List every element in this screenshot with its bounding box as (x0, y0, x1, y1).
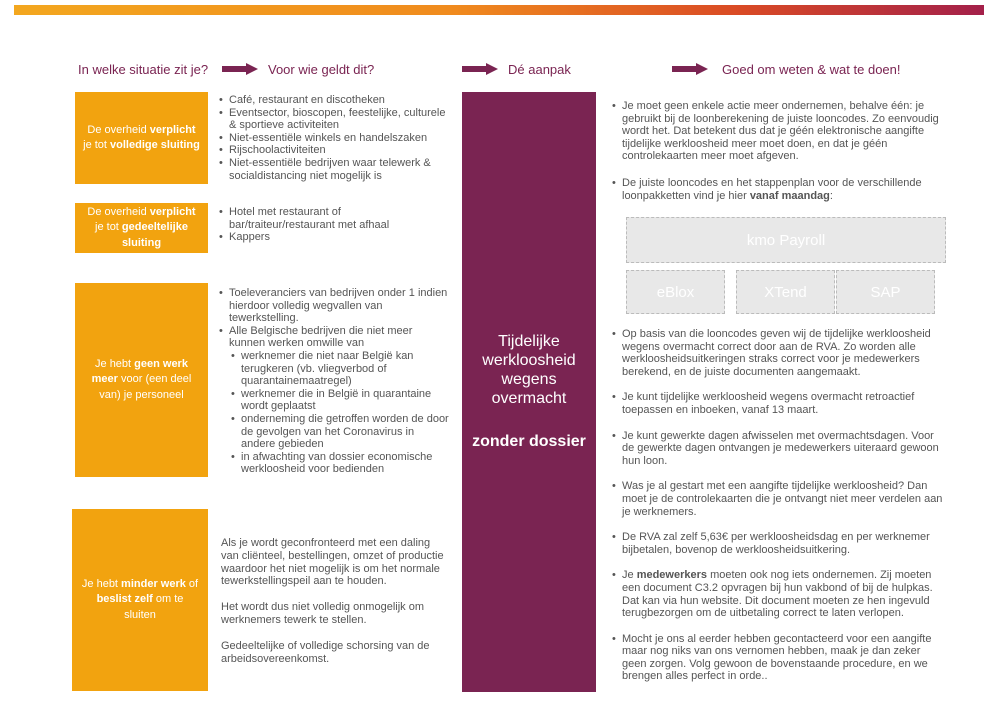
arrow-right-icon (462, 63, 498, 75)
tip-item: • Mocht je ons al eerder hebben gecontacteerd voor een aangifte maar nog niks van ons vernomen hebben, maak je dan zeker geen zorgen. Volg gewoon de bovenstaande procedure, en we brengen alles perfect in orde.. (622, 633, 947, 683)
list-item: • Niet-essentiële winkels en handelszaken (229, 132, 449, 145)
header-situation: In welke situatie zit je? (78, 62, 209, 77)
situation-box-partial-closure: De overheid verplicht je tot gedeeltelijke sluiting (75, 203, 208, 253)
tip-item: • Je kunt tijdelijke werkloosheid wegens overmacht retroactief toepassen en inboeken, vanaf 13 maart. (622, 391, 947, 416)
tips-column-lower (612, 328, 947, 683)
list-item: • onderneming die getroffen worden de door de gevolgen van het Coronavirus in andere gebieden (241, 413, 449, 451)
list-item: • Café, restaurant en discotheken (229, 94, 449, 107)
list-item: • werknemer die niet naar België kan terugkeren (vb. vliegverbod of quarantainemaatregel) (241, 350, 449, 388)
situation-box-no-work: Je hebt geen werk meer voor (een deel van) je personeel (75, 283, 208, 477)
list-item: • Toeleveranciers van bedrijven onder 1 indien hierdoor volledig wegvallen van tewerkstelling. (229, 287, 449, 325)
payroll-box-kmo[interactable]: kmo Payroll (626, 217, 946, 263)
tip-item: • De RVA zal zelf 5,63€ per werkloosheidsdag en per werknemer bijbetalen, bovenop de werkloosheidsuitkering. (622, 531, 947, 556)
paragraph: Als je wordt geconfronteerd met een daling van cliënteel, bestellingen, omzet of productie waardoor het niet mogelijk is om het normale tewerkstellingspeil aan te houden. (221, 537, 444, 588)
list-item: • werknemer die in België in quarantaine wordt geplaatst (241, 388, 449, 413)
approach-title: Tijdelijke werkloosheid wegens overmacht (482, 333, 576, 407)
header-approach: Dé aanpak (508, 62, 571, 77)
arrow-right-icon (672, 63, 708, 75)
approach-subtitle: zonder dossier (472, 433, 586, 450)
tip-item: • Je kunt gewerkte dagen afwisselen met overmachtsdagen. Voor de gewerkte dagen ontvangen je medewerkers uiteraard gewoon hun loon. (622, 430, 947, 468)
situation-box-full-closure: De overheid verplicht je tot volledige sluiting (75, 92, 208, 184)
list-item: • Alle Belgische bedrijven die niet meer kunnen werken omwille van (229, 325, 449, 350)
payroll-box-sap[interactable]: SAP (836, 270, 935, 314)
payroll-box-eblox[interactable]: eBlox (626, 270, 725, 314)
tip-item: • Was je al gestart met een aangifte tijdelijke werkloosheid? Dan moet je de controlekaarten die je ontvangt niet meer verdelen aan je werknemers. (622, 480, 947, 518)
list-item: • Hotel met restaurant of bar/traiteur/restaurant met afhaal (229, 206, 449, 231)
header-good-to-know: Goed om weten & wat te doen! (722, 62, 901, 77)
who-list-2 (219, 206, 449, 244)
who-block-4 (221, 537, 449, 678)
arrow-right-icon (222, 63, 258, 75)
list-item: • in afwachting van dossier economische werkloosheid voor bedienden (241, 451, 449, 476)
header-for-whom: Voor wie geldt dit? (268, 62, 375, 77)
paragraph: Gedeeltelijke of volledige schorsing van de arbeidsovereenkomst. (221, 639, 430, 665)
payroll-box-xtend[interactable]: XTend (736, 270, 835, 314)
paragraph: Het wordt dus niet volledig onmogelijk om werknemers tewerk te stellen. (221, 601, 424, 626)
list-item: • Niet-essentiële bedrijven waar telewerk & socialdistancing niet mogelijk is (229, 157, 449, 182)
approach-panel (462, 92, 596, 692)
tips-column (612, 100, 947, 202)
list-item: • Eventsector, bioscopen, feestelijke, culturele & sportieve activiteiten (229, 107, 449, 132)
tip-item: • Je moet geen enkele actie meer ondernemen, behalve één: je gebruikt bij de loonberekening de juiste looncodes. Zo eenvoudig wordt het. Dat betekent dus dat je géén elektronische aangifte tijdelijke werkloosheid meer moet doen, en dat je géén controlekaarten meer moet afgeven. (622, 100, 947, 163)
who-list-3 (219, 287, 449, 476)
list-item: • Kappers (229, 231, 449, 244)
situation-box-less-work: Je hebt minder werk of beslist zelf om te sluiten (72, 509, 208, 691)
list-item: • Rijschoolactiviteiten (229, 144, 449, 157)
tip-item: • De juiste looncodes en het stappenplan voor de verschillende loonpakketten vind je hier vanaf maandag: (622, 177, 947, 202)
who-list-1 (219, 94, 449, 182)
top-gradient-bar (14, 5, 984, 15)
tip-item: • Op basis van die looncodes geven wij de tijdelijke werkloosheid wegens overmacht correct door aan de RVA. Zo worden alle werkloosheidsuitkeringen straks correct voor je medewerkers berekend, en de juiste documenten aangemaakt. (622, 328, 947, 378)
tip-item: • Je medewerkers moeten ook nog iets ondernemen. Zij moeten een document C3.2 opvragen bij hun vakbond of bij de hulpkas. Dat kan via hun website. Dit document moeten ze hen ingevuld terugbezorgen om de uitbetaling correct te laten verlopen. (622, 569, 947, 619)
